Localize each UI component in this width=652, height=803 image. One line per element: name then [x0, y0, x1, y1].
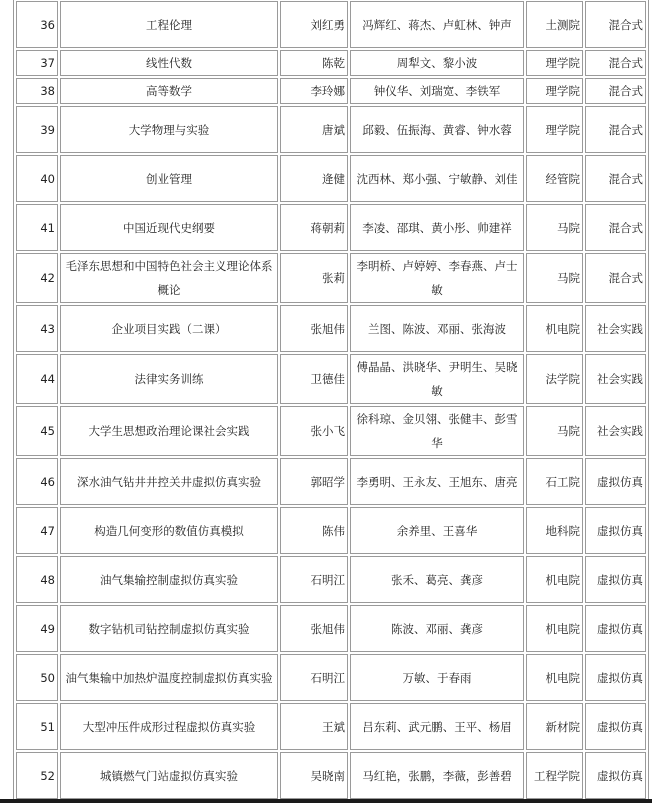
row-number-cell: 39	[16, 106, 58, 153]
table-row	[16, 605, 646, 652]
course-table-container	[13, 0, 649, 802]
team-members-cell: 陈波、邓丽、龚彦	[350, 605, 524, 652]
course-name-cell: 大学生思想政治理论课社会实践	[60, 406, 278, 456]
team-members-cell: 吕东莉、武元鹏、王平、杨眉	[350, 703, 524, 750]
team-members-cell: 兰图、陈波、邓丽、张海波	[350, 305, 524, 352]
course-type-cell: 虚拟仿真	[585, 654, 646, 701]
team-members-cell: 周犁文、黎小波	[350, 50, 524, 76]
table-row	[16, 305, 646, 352]
department-cell: 土测院	[526, 1, 583, 48]
course-name-cell: 中国近现代史纲要	[60, 204, 278, 251]
course-lead-cell: 郭昭学	[280, 458, 348, 505]
table-row	[16, 1, 646, 48]
course-type-cell: 虚拟仿真	[585, 556, 646, 603]
department-cell: 机电院	[526, 556, 583, 603]
table-row	[16, 155, 646, 202]
department-cell: 机电院	[526, 654, 583, 701]
table-row	[16, 703, 646, 750]
table-row	[16, 253, 646, 303]
team-members-cell: 张禾、葛亮、龚彦	[350, 556, 524, 603]
department-cell: 马院	[526, 406, 583, 456]
course-name-cell: 城镇燃气门站虚拟仿真实验	[60, 752, 278, 799]
department-cell: 机电院	[526, 305, 583, 352]
row-number-cell: 44	[16, 354, 58, 404]
department-cell: 马院	[526, 204, 583, 251]
table-row	[16, 556, 646, 603]
row-number-cell: 43	[16, 305, 58, 352]
course-lead-cell: 王斌	[280, 703, 348, 750]
course-lead-cell: 张旭伟	[280, 605, 348, 652]
team-members-cell: 傅晶晶、洪晓华、尹明生、吴晓敏	[350, 354, 524, 404]
row-number-cell: 37	[16, 50, 58, 76]
row-number-cell: 46	[16, 458, 58, 505]
table-row	[16, 507, 646, 554]
row-number-cell: 50	[16, 654, 58, 701]
department-cell: 法学院	[526, 354, 583, 404]
row-number-cell: 48	[16, 556, 58, 603]
course-name-cell: 油气集输中加热炉温度控制虚拟仿真实验	[60, 654, 278, 701]
table-row	[16, 354, 646, 404]
table-row	[16, 204, 646, 251]
team-members-cell: 万敏、于春雨	[350, 654, 524, 701]
table-row	[16, 752, 646, 799]
row-number-cell: 47	[16, 507, 58, 554]
course-name-cell: 大学物理与实验	[60, 106, 278, 153]
course-type-cell: 混合式	[585, 253, 646, 303]
course-lead-cell: 张小飞	[280, 406, 348, 456]
course-lead-cell: 卫德佳	[280, 354, 348, 404]
department-cell: 地科院	[526, 507, 583, 554]
course-table-body	[16, 1, 646, 799]
team-members-cell: 邱毅、伍振海、黄睿、钟水蓉	[350, 106, 524, 153]
course-name-cell: 企业项目实践（二课）	[60, 305, 278, 352]
course-type-cell: 混合式	[585, 50, 646, 76]
course-type-cell: 混合式	[585, 204, 646, 251]
table-row	[16, 458, 646, 505]
course-type-cell: 混合式	[585, 155, 646, 202]
course-type-cell: 虚拟仿真	[585, 703, 646, 750]
department-cell: 理学院	[526, 78, 583, 104]
course-name-cell: 高等数学	[60, 78, 278, 104]
department-cell: 工程学院	[526, 752, 583, 799]
course-lead-cell: 刘红勇	[280, 1, 348, 48]
row-number-cell: 41	[16, 204, 58, 251]
department-cell: 新材院	[526, 703, 583, 750]
bottom-divider	[0, 799, 652, 803]
table-row	[16, 406, 646, 456]
course-type-cell: 社会实践	[585, 305, 646, 352]
course-type-cell: 虚拟仿真	[585, 458, 646, 505]
team-members-cell: 李明桥、卢婷婷、李春燕、卢士敏	[350, 253, 524, 303]
row-number-cell: 42	[16, 253, 58, 303]
team-members-cell: 余养里、王喜华	[350, 507, 524, 554]
table-row	[16, 78, 646, 104]
department-cell: 马院	[526, 253, 583, 303]
course-name-cell: 创业管理	[60, 155, 278, 202]
team-members-cell: 李凌、邵琪、黄小彤、帅建祥	[350, 204, 524, 251]
course-lead-cell: 张旭伟	[280, 305, 348, 352]
course-type-cell: 社会实践	[585, 406, 646, 456]
table-row	[16, 50, 646, 76]
row-number-cell: 52	[16, 752, 58, 799]
table-row	[16, 106, 646, 153]
course-name-cell: 数字钻机司钻控制虚拟仿真实验	[60, 605, 278, 652]
course-table	[13, 0, 649, 802]
course-name-cell: 大型冲压件成形过程虚拟仿真实验	[60, 703, 278, 750]
course-name-cell: 油气集输控制虚拟仿真实验	[60, 556, 278, 603]
department-cell: 经管院	[526, 155, 583, 202]
row-number-cell: 38	[16, 78, 58, 104]
course-lead-cell: 张莉	[280, 253, 348, 303]
course-lead-cell: 石明江	[280, 654, 348, 701]
course-name-cell: 线性代数	[60, 50, 278, 76]
row-number-cell: 49	[16, 605, 58, 652]
course-type-cell: 社会实践	[585, 354, 646, 404]
row-number-cell: 36	[16, 1, 58, 48]
course-lead-cell: 陈伟	[280, 507, 348, 554]
team-members-cell: 沈西林、郑小强、宁敏静、刘佳	[350, 155, 524, 202]
team-members-cell: 徐科琼、金贝翎、张健丰、彭雪华	[350, 406, 524, 456]
row-number-cell: 51	[16, 703, 58, 750]
course-name-cell: 构造几何变形的数值仿真模拟	[60, 507, 278, 554]
team-members-cell: 钟仪华、刘瑞宽、李铁军	[350, 78, 524, 104]
course-type-cell: 混合式	[585, 106, 646, 153]
course-type-cell: 虚拟仿真	[585, 507, 646, 554]
row-number-cell: 45	[16, 406, 58, 456]
course-lead-cell: 逄健	[280, 155, 348, 202]
course-name-cell: 工程伦理	[60, 1, 278, 48]
course-lead-cell: 李玲娜	[280, 78, 348, 104]
team-members-cell: 李勇明、王永友、王旭东、唐亮	[350, 458, 524, 505]
course-lead-cell: 吴晓南	[280, 752, 348, 799]
course-type-cell: 虚拟仿真	[585, 605, 646, 652]
department-cell: 理学院	[526, 50, 583, 76]
course-lead-cell: 石明江	[280, 556, 348, 603]
team-members-cell: 冯辉红、蒋杰、卢虹林、钟声	[350, 1, 524, 48]
course-type-cell: 混合式	[585, 1, 646, 48]
course-type-cell: 混合式	[585, 78, 646, 104]
course-name-cell: 毛泽东思想和中国特色社会主义理论体系概论	[60, 253, 278, 303]
row-number-cell: 40	[16, 155, 58, 202]
course-lead-cell: 蒋朝莉	[280, 204, 348, 251]
team-members-cell: 马红艳，张鹏，李薇，彭善碧	[350, 752, 524, 799]
course-lead-cell: 唐斌	[280, 106, 348, 153]
course-lead-cell: 陈乾	[280, 50, 348, 76]
department-cell: 机电院	[526, 605, 583, 652]
table-row	[16, 654, 646, 701]
department-cell: 理学院	[526, 106, 583, 153]
department-cell: 石工院	[526, 458, 583, 505]
course-name-cell: 法律实务训练	[60, 354, 278, 404]
course-name-cell: 深水油气钻井井控关井虚拟仿真实验	[60, 458, 278, 505]
course-type-cell: 虚拟仿真	[585, 752, 646, 799]
